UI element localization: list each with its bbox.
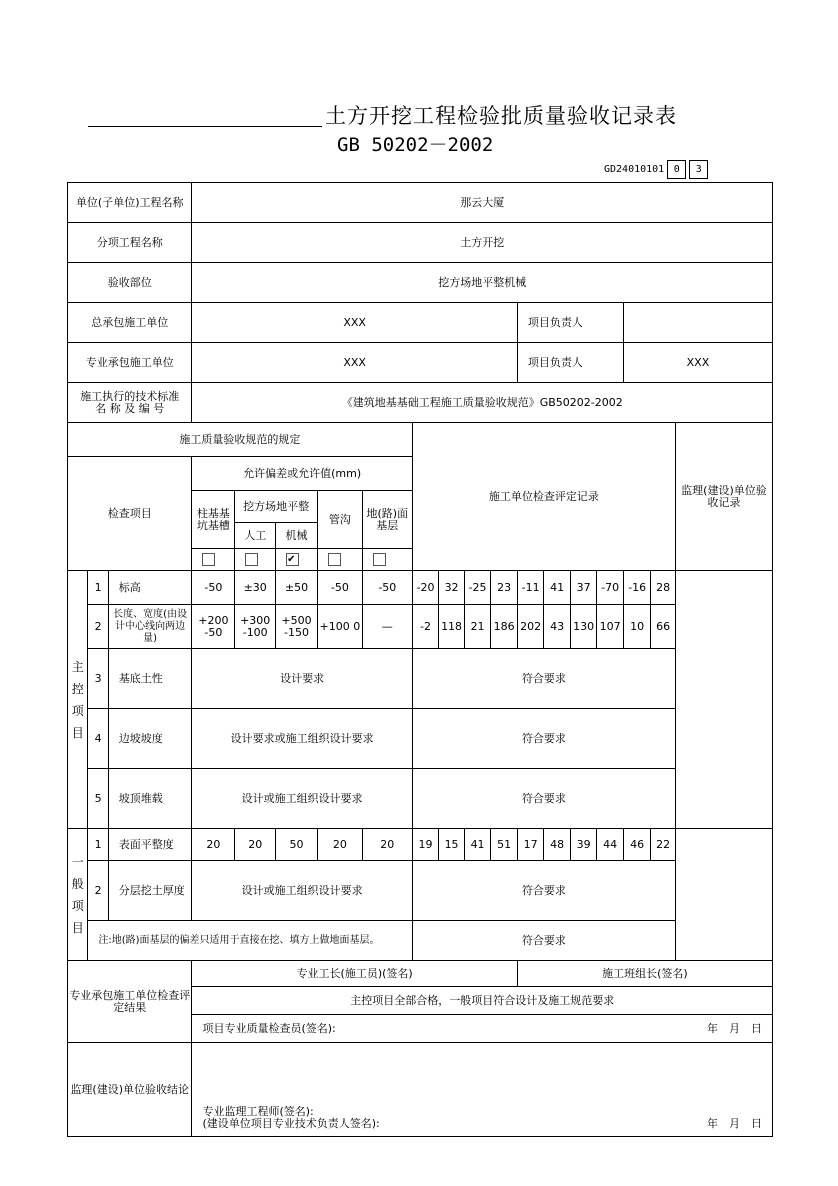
measure-cell: 48: [544, 829, 571, 861]
measure-cell: 118: [439, 605, 465, 649]
measure-cell: -16: [623, 571, 651, 605]
checkbox-manual[interactable]: [245, 553, 258, 566]
title-underline: [88, 126, 322, 127]
main-control-group-label: [68, 571, 88, 829]
general-contractor-label: 总承包施工单位: [68, 303, 192, 343]
spec-value: -50: [317, 571, 362, 605]
item-name: 长度、宽度(由设计中心线向两边量): [108, 605, 192, 649]
spec-value: ±30: [235, 571, 276, 605]
inspector-date: 年 月 日: [707, 1021, 762, 1035]
measure-cell: 28: [651, 571, 675, 605]
main-group-char-3: 项: [71, 703, 84, 718]
item-requirement: 设计或施工组织设计要求: [192, 769, 412, 829]
item-name: 分层挖土厚度: [108, 861, 192, 921]
measure-cell: 10: [623, 605, 651, 649]
col-pit-header: 柱基基坑基槽: [192, 491, 235, 549]
checkbox-cell-5[interactable]: [362, 549, 412, 571]
item-name: 表面平整度: [108, 829, 192, 861]
col-site-header: 挖方场地平整: [235, 491, 318, 523]
measure-cell: -20: [412, 571, 439, 605]
checkbox-machine[interactable]: ✔: [286, 553, 299, 566]
tech-standard-value: 《建筑地基基础工程施工质量验收规范》GB50202-2002: [192, 383, 773, 423]
acceptance-part-label: 验收部位: [68, 263, 192, 303]
note-result: 符合要求: [412, 921, 675, 961]
general-group-char-4: 目: [71, 920, 84, 935]
supervisor-record-header: 监理(建设)单位验收记录: [675, 423, 772, 571]
inspector-signature-row[interactable]: [192, 1015, 773, 1043]
form-code-prefix: GD24010101: [604, 164, 665, 175]
measure-cell: 107: [597, 605, 624, 649]
item-result: 符合要求: [412, 709, 675, 769]
supervisor-record-general: [675, 829, 772, 961]
measure-cell: 39: [570, 829, 597, 861]
supervisor-signature-block: [202, 1106, 379, 1130]
inspector-signature-label: 项目专业质量检查员(签名):: [202, 1021, 336, 1035]
project-manager-value-2: XXX: [623, 343, 772, 383]
form-code: [604, 160, 708, 179]
spec-value: 20: [317, 829, 362, 861]
measure-cell: -11: [517, 571, 544, 605]
measure-cell: 41: [464, 829, 491, 861]
item-no: 4: [88, 709, 108, 769]
item-result: 符合要求: [412, 769, 675, 829]
measure-cell: 44: [597, 829, 624, 861]
checkbox-cell-2[interactable]: [235, 549, 276, 571]
general-group-char-3: 项: [71, 898, 84, 913]
item-no: 3: [88, 649, 108, 709]
supervisor-record-main: [675, 571, 772, 829]
item-name: 基底土性: [108, 649, 192, 709]
general-group-char-2: 般: [71, 876, 84, 891]
item-no: 1: [88, 571, 108, 605]
item-name: 标高: [108, 571, 192, 605]
foreman-signature[interactable]: 专业工长(施工员)(签名): [192, 961, 517, 987]
checkbox-pit[interactable]: [202, 553, 215, 566]
checkbox-ditch[interactable]: [328, 553, 341, 566]
measure-cell: 32: [439, 571, 465, 605]
project-manager-value-1: [623, 303, 772, 343]
measure-cell: 37: [570, 571, 597, 605]
form-code-box-2: 3: [689, 160, 708, 179]
spec-value: -50: [362, 571, 412, 605]
tech-standard-label: [68, 383, 192, 423]
general-group-char-1: 一: [71, 854, 84, 869]
supervisor-signature-row[interactable]: [192, 1043, 773, 1137]
main-group-char-4: 目: [71, 725, 84, 740]
measure-cell: 15: [439, 829, 465, 861]
contractor-eval-text: 主控项目全部合格，一般项目符合设计及施工规范要求: [192, 987, 773, 1015]
col-manual-header: 人工: [235, 523, 276, 549]
item-name: 坡顶堆载: [108, 769, 192, 829]
measure-cell: 41: [544, 571, 571, 605]
measure-cell: 21: [464, 605, 491, 649]
item-no: 5: [88, 769, 108, 829]
measure-cell: 19: [412, 829, 439, 861]
spec-section-label: 施工质量验收规范的规定: [68, 423, 413, 457]
measure-cell: 51: [491, 829, 518, 861]
unit-project-value: 那云大厦: [192, 183, 773, 223]
checkbox-cell-4[interactable]: [317, 549, 362, 571]
page-title: 土方开挖工程检验批质量验收记录表: [325, 104, 677, 128]
checkbox-cell-1[interactable]: [192, 549, 235, 571]
acceptance-part-value: 挖方场地平整机械: [192, 263, 773, 303]
tech-standard-label-line-2: 名 称 及 编 号: [95, 401, 165, 415]
measure-cell: 186: [491, 605, 518, 649]
item-no: 1: [88, 829, 108, 861]
measure-cell: 23: [491, 571, 518, 605]
item-requirement: 设计或施工组织设计要求: [192, 861, 412, 921]
item-name: 边坡坡度: [108, 709, 192, 769]
col-ground-header: 地(路)面基层: [362, 491, 412, 549]
contractor-eval-label: 专业承包施工单位检查评定结果: [68, 961, 192, 1043]
form-code-box-1: 0: [667, 160, 686, 179]
supervisor-engineer-label: 专业监理工程师(签名):: [202, 1105, 314, 1118]
measure-cell: 43: [544, 605, 571, 649]
spec-value: +300 -100: [235, 605, 276, 649]
sub-contractor-label: 专业承包施工单位: [68, 343, 192, 383]
item-requirement: 设计要求或施工组织设计要求: [192, 709, 412, 769]
general-group-label: [68, 829, 88, 961]
measure-cell: 202: [517, 605, 544, 649]
inspection-form-table: [67, 182, 773, 1137]
measure-cell: 66: [651, 605, 675, 649]
general-contractor-value: XXX: [192, 303, 517, 343]
project-manager-label-1: 项目负责人: [517, 303, 623, 343]
measure-cell: 46: [623, 829, 651, 861]
standard-code: GB 50202－2002: [337, 134, 494, 156]
ground-note: 注:地(路)面基层的偏差只适用于直接在挖、填方上做地面基层。: [88, 921, 412, 961]
owner-rep-label: (建设单位项目专业技术负责人签名):: [202, 1117, 380, 1130]
spec-value: +200 -50: [192, 605, 235, 649]
measure-cell: 17: [517, 829, 544, 861]
inspect-item-header: 检查项目: [68, 457, 192, 571]
sub-project-label: 分项工程名称: [68, 223, 192, 263]
item-result: 符合要求: [412, 861, 675, 921]
tolerance-header: 允许偏差或允许值(mm): [192, 457, 412, 491]
col-machine-header: 机械: [276, 523, 318, 549]
measure-cell: -70: [597, 571, 624, 605]
sub-project-value: 土方开挖: [192, 223, 773, 263]
sub-contractor-value: XXX: [192, 343, 517, 383]
item-no: 2: [88, 861, 108, 921]
spec-value: 20: [235, 829, 276, 861]
spec-value: 50: [276, 829, 318, 861]
checkbox-cell-3[interactable]: [276, 549, 318, 571]
measure-cell: 22: [651, 829, 675, 861]
tech-standard-label-line-1: 施工执行的技术标准: [80, 389, 180, 403]
project-manager-label-2: 项目负责人: [517, 343, 623, 383]
spec-value: ±50: [276, 571, 318, 605]
measure-cell: 130: [570, 605, 597, 649]
checkbox-ground[interactable]: [373, 553, 386, 566]
team-leader-signature[interactable]: 施工班组长(签名): [517, 961, 772, 987]
main-group-char-1: 主: [71, 659, 84, 674]
spec-value: —: [362, 605, 412, 649]
measure-cell: -2: [412, 605, 439, 649]
item-result: 符合要求: [412, 649, 675, 709]
spec-value: 20: [192, 829, 235, 861]
main-group-char-2: 控: [71, 681, 84, 696]
item-requirement: 设计要求: [192, 649, 412, 709]
item-no: 2: [88, 605, 108, 649]
spec-value: +500 -150: [276, 605, 318, 649]
col-ditch-header: 管沟: [317, 491, 362, 549]
spec-value: +100 0: [317, 605, 362, 649]
spec-value: -50: [192, 571, 235, 605]
supervisor-date: 年 月 日: [707, 1117, 762, 1130]
supervisor-conclusion-label: 监理(建设)单位验收结论: [68, 1043, 192, 1137]
contractor-record-header: 施工单位检查评定记录: [412, 423, 675, 571]
spec-value: 20: [362, 829, 412, 861]
unit-project-label: 单位(子单位)工程名称: [68, 183, 192, 223]
measure-cell: -25: [464, 571, 491, 605]
